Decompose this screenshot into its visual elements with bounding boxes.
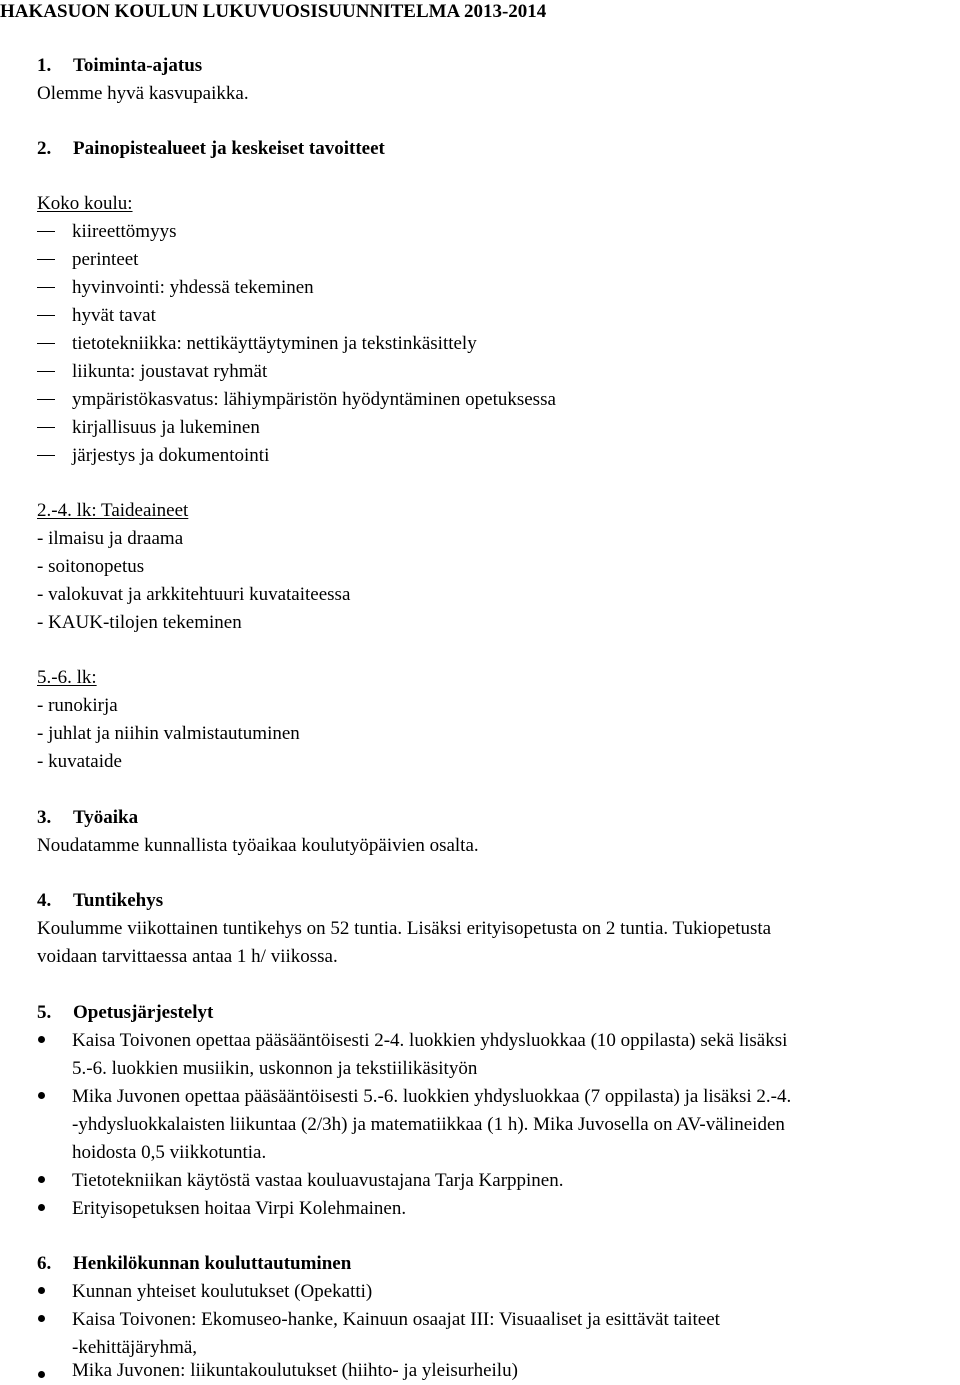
bullet-text: Kaisa Toivonen opettaa pääsääntöisesti 2-4. luokkien yhdysluokkaa (10 oppilasta) sekä lisäksi: [72, 1030, 788, 1051]
dash-marker: [37, 427, 55, 428]
list-item: kirjallisuus ja lukeminen: [72, 417, 260, 438]
bullet-text: hoidosta 0,5 viikkotuntia.: [72, 1142, 267, 1163]
section-2-heading: [37, 135, 385, 163]
section-3-heading: [37, 804, 138, 832]
dash-marker: [37, 315, 55, 316]
bullet-text: Erityisopetuksen hoitaa Virpi Kolehmainen.: [72, 1198, 407, 1219]
section-title: Tuntikehys: [73, 890, 164, 911]
dash-marker: [37, 287, 55, 288]
dash-marker: [37, 259, 55, 260]
dash-marker: [37, 231, 55, 232]
bullet-marker: [38, 1176, 45, 1183]
list-item: järjestys ja dokumentointi: [72, 445, 270, 466]
bullet-text: Kaisa Toivonen: Ekomuseo-hanke, Kainuun osaajat III: Visuaaliset ja esittävät taiteet: [72, 1309, 720, 1330]
bullet-text: Mika Juvonen: liikuntakoulutukset (hiihto- ja yleisurheilu): [72, 1360, 518, 1381]
bullet-text: Mika Juvonen opettaa pääsääntöisesti 5.-6. luokkien yhdysluokkaa (7 oppilasta) ja lisäksi 2.-4.: [72, 1086, 792, 1107]
section-1-heading: [37, 52, 202, 80]
section-number: 1.: [37, 55, 52, 76]
list-item: ympäristökasvatus: lähiympäristön hyödyntäminen opetuksessa: [72, 389, 556, 410]
section-title: Painopistealueet ja keskeiset tavoitteet: [73, 138, 385, 159]
grades-5-6-label: 5.-6. lk:: [37, 667, 97, 688]
section-number: 5.: [37, 1002, 52, 1023]
section-number: 6.: [37, 1253, 52, 1274]
section-5-heading: [37, 999, 213, 1027]
section-title: Toiminta-ajatus: [73, 55, 203, 76]
section-6-heading: [37, 1250, 351, 1278]
bullet-marker: [38, 1371, 45, 1378]
list-item: tietotekniikka: nettikäyttäytyminen ja tekstinkäsittely: [72, 333, 477, 354]
list-item: perinteet: [72, 249, 139, 270]
section-4-body-line2: voidaan tarvittaessa antaa 1 h/ viikossa.: [37, 946, 338, 967]
section-number: 4.: [37, 890, 52, 911]
list-item: - kuvataide: [37, 751, 122, 772]
section-title: Henkilökunnan kouluttautuminen: [73, 1253, 352, 1274]
bullet-marker: [38, 1092, 45, 1099]
list-item: kiireettömyys: [72, 221, 177, 242]
bullet-text: Kunnan yhteiset koulutukset (Opekatti): [72, 1281, 373, 1302]
whole-school-label: Koko koulu:: [37, 193, 133, 214]
bullet-marker: [38, 1204, 45, 1211]
document-title: HAKASUON KOULUN LUKUVUOSISUUNNITELMA 2013-2014: [0, 1, 547, 22]
section-title: Työaika: [73, 807, 139, 828]
section-4-body-line1: Koulumme viikottainen tuntikehys on 52 tuntia. Lisäksi erityisopetusta on 2 tuntia. Tukiopetusta: [37, 918, 772, 939]
section-number: 2.: [37, 138, 52, 159]
list-item: - ilmaisu ja draama: [37, 528, 184, 549]
list-item: hyvät tavat: [72, 305, 156, 326]
list-item: hyvinvointi: yhdessä tekeminen: [72, 277, 314, 298]
list-item: - juhlat ja niihin valmistautuminen: [37, 723, 300, 744]
section-1-body: Olemme hyvä kasvupaikka.: [37, 83, 249, 104]
bullet-marker: [38, 1036, 45, 1043]
list-item: liikunta: joustavat ryhmät: [72, 361, 268, 382]
bullet-text: -kehittäjäryhmä,: [72, 1337, 198, 1358]
list-item: - runokirja: [37, 695, 118, 716]
section-title: Opetusjärjestelyt: [73, 1002, 214, 1023]
bullet-marker: [38, 1287, 45, 1294]
dash-marker: [37, 371, 55, 372]
list-item: - KAUK-tilojen tekeminen: [37, 612, 242, 633]
list-item: - valokuvat ja arkkitehtuuri kuvataiteessa: [37, 584, 351, 605]
bullet-marker: [38, 1315, 45, 1322]
bullet-text: -yhdysluokkalaisten liikuntaa (2/3h) ja matematiikkaa (1 h). Mika Juvosella on AV-välineiden: [72, 1114, 785, 1135]
grades-2-4-label: 2.-4. lk: Taideaineet: [37, 500, 189, 521]
section-3-body: Noudatamme kunnallista työaikaa koulutyöpäivien osalta.: [37, 835, 479, 856]
dash-marker: [37, 343, 55, 344]
section-4-heading: [37, 887, 163, 915]
list-item: - soitonopetus: [37, 556, 145, 577]
section-number: 3.: [37, 807, 52, 828]
dash-marker: [37, 455, 55, 456]
bullet-text: 5.-6. luokkien musiikin, uskonnon ja tekstiilikäsityön: [72, 1058, 478, 1079]
dash-marker: [37, 399, 55, 400]
bullet-text: Tietotekniikan käytöstä vastaa kouluavustajana Tarja Karppinen.: [72, 1170, 564, 1191]
